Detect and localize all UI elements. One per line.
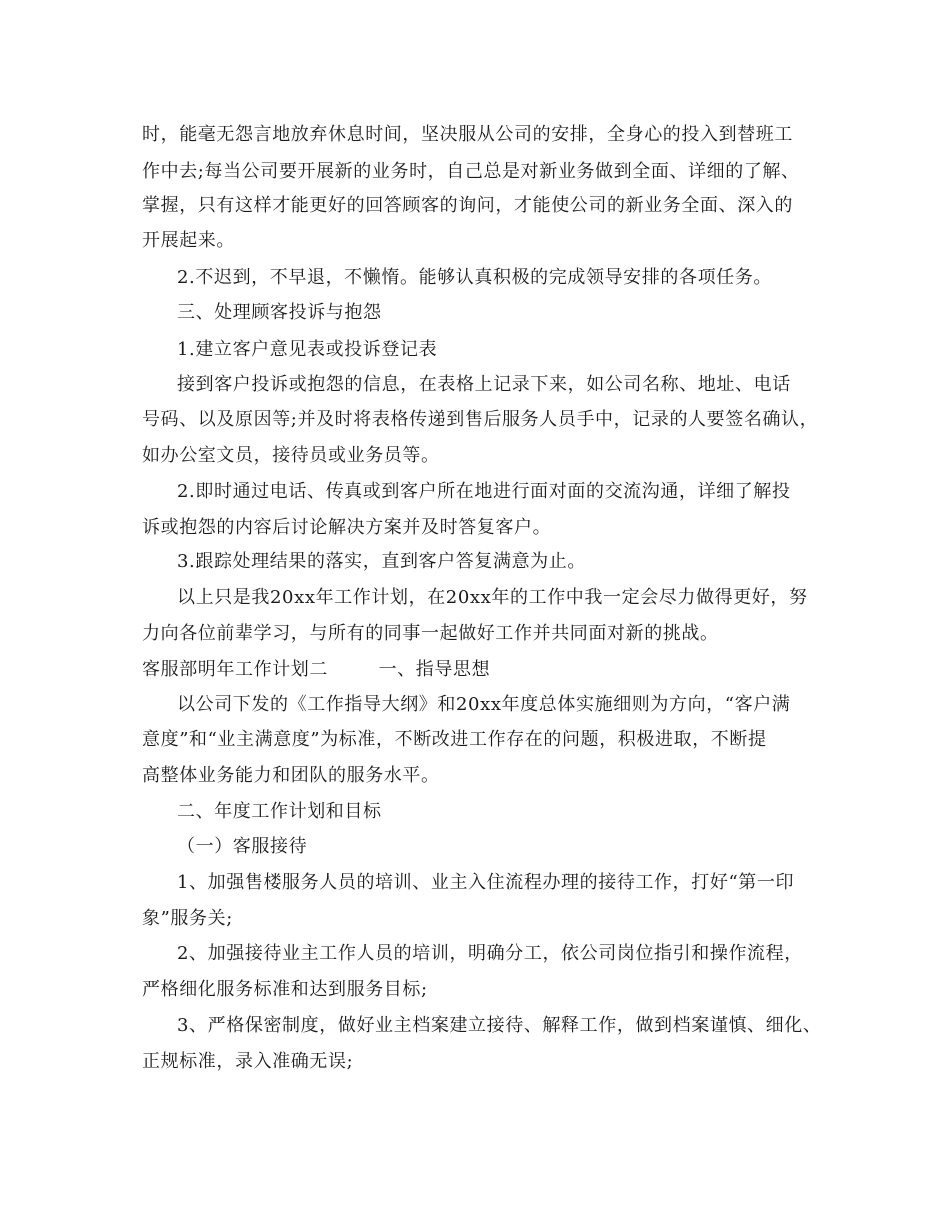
numbered-item: 3.跟踪处理结果的落实，直到客户答复满意为止。 — [177, 551, 586, 572]
section-heading: 三、处理顾客投诉与抱怨 — [177, 302, 382, 323]
paragraph-line: 开展起来。 — [142, 230, 235, 251]
paragraph-line: 意度”和“业主满意度”为标准，不断改进工作存在的问题，积极进取，不断提 — [142, 729, 767, 750]
section-heading: 二、年度工作计划和目标 — [177, 801, 382, 822]
numbered-item: 1、加强售楼服务人员的培训、业主入住流程办理的接待工作，打好“第一印 — [177, 872, 795, 893]
numbered-item: 1.建立客户意见表或投诉登记表 — [177, 339, 438, 360]
paragraph-line: 诉或抱怨的内容后讨论解决方案并及时答复客户。 — [142, 517, 552, 538]
paragraph-line: 作中去;每当公司要开展新的业务时，自己总是对新业务做到全面、详细的了解、 — [142, 161, 800, 182]
subsection-heading: （一）客服接待 — [177, 836, 308, 857]
document-title-line: 客服部明年工作计划二 一、指导思想 — [142, 659, 491, 680]
paragraph-line: 掌握，只有这样才能更好的回答顾客的询问，才能使公司的新业务全面、深入的 — [142, 195, 793, 216]
numbered-item: 2、加强接待业主工作人员的培训，明确分工，依公司岗位指引和操作流程， — [177, 943, 803, 964]
paragraph-line: 如办公室文员，接待员或业务员等。 — [142, 445, 440, 466]
paragraph-line: 接到客户投诉或抱怨的信息，在表格上记录下来，如公司名称、地址、电话 — [177, 374, 791, 395]
paragraph-line: 高整体业务能力和团队的服务水平。 — [142, 765, 440, 786]
paragraph-line: 力向各位前辈学习，与所有的同事一起做好工作并共同面对新的挑战。 — [142, 623, 719, 644]
paragraph-line: 以公司下发的《工作指导大纲》和20xx年度总体实施细则为方向，“客户满 — [177, 694, 791, 715]
paragraph-line: 号码、以及原因等;并及时将表格传递到售后服务人员手中，记录的人要签名确认， — [142, 409, 819, 430]
numbered-item: 3、严格保密制度，做好业主档案建立接待、解释工作，做到档案谨慎、细化、 — [177, 1015, 822, 1036]
paragraph-line: 正规标准，录入准确无误; — [142, 1051, 354, 1072]
paragraph-line: 以上只是我20xx年工作计划，在20xx年的工作中我一定会尽力做得更好，努 — [177, 587, 808, 608]
numbered-item: 2.即时通过电话、传真或到客户所在地进行面对面的交流沟通，详细了解投 — [177, 481, 791, 502]
paragraph-line: 严格细化服务标准和达到服务目标; — [142, 979, 428, 1000]
numbered-item: 2.不迟到，不早退，不懒惰。能够认真积极的完成领导安排的各项任务。 — [177, 267, 772, 288]
paragraph-line: 时，能毫无怨言地放弃休息时间，坚决服从公司的安排，全身心的投入到替班工 — [142, 124, 793, 145]
paragraph-line: 象”服务关; — [142, 908, 233, 929]
